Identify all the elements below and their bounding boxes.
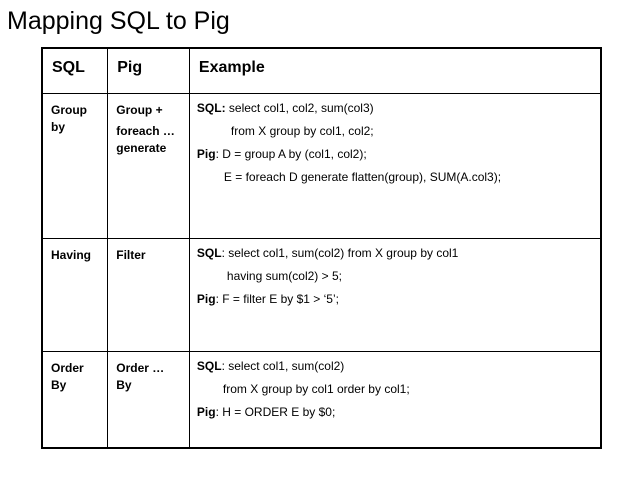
sql-cell-line: Order	[51, 360, 84, 375]
header-example: Example	[189, 48, 601, 93]
table-row	[42, 351, 601, 448]
sql-cell	[42, 238, 108, 351]
sql-cell-line: by	[51, 119, 66, 134]
example-line: from X group by col1, col2;	[230, 123, 374, 138]
pig-cell	[108, 351, 190, 448]
sql-cell	[42, 93, 108, 238]
sql-cell	[42, 351, 108, 448]
pig-cell-line: Filter	[116, 247, 146, 262]
example-line: E = foreach D generate flatten(group), SUM(A.col3);	[223, 169, 502, 184]
example-cell	[189, 93, 601, 238]
pig-cell-line: Group +	[116, 102, 163, 117]
sql-cell-line: Group	[51, 102, 87, 117]
pig-cell-line: Order …	[116, 360, 165, 375]
example-cell	[189, 238, 601, 351]
example-line: SQL: select col1, sum(col2) from X group by col1	[196, 245, 459, 260]
sql-cell-line: By	[51, 377, 67, 392]
pig-cell	[108, 93, 190, 238]
example-line: Pig: H = ORDER E by $0;	[196, 404, 336, 419]
pig-cell-line: generate	[116, 140, 167, 155]
pig-cell-line: foreach …	[116, 123, 175, 138]
table-row	[42, 93, 601, 238]
pig-cell-line: By	[116, 377, 132, 392]
table-header-row	[42, 48, 601, 93]
example-line: SQL: select col1, sum(col2)	[196, 358, 345, 373]
table-row	[42, 238, 601, 351]
sql-cell-line: Having	[51, 247, 92, 262]
example-line: having sum(col2) > 5;	[226, 268, 342, 283]
header-pig: Pig	[108, 48, 190, 93]
example-line: from X group by col1 order by col1;	[222, 381, 410, 396]
sql-pig-mapping-table	[41, 47, 602, 449]
example-line: Pig: F = filter E by $1 > ‘5’;	[196, 291, 339, 306]
example-line: Pig: D = group A by (col1, col2);	[196, 146, 367, 161]
pig-cell	[108, 238, 190, 351]
example-cell	[189, 351, 601, 448]
example-line: SQL: select col1, col2, sum(col3)	[196, 100, 374, 115]
header-sql: SQL	[42, 48, 108, 93]
page-title: Mapping SQL to Pig	[7, 7, 230, 35]
